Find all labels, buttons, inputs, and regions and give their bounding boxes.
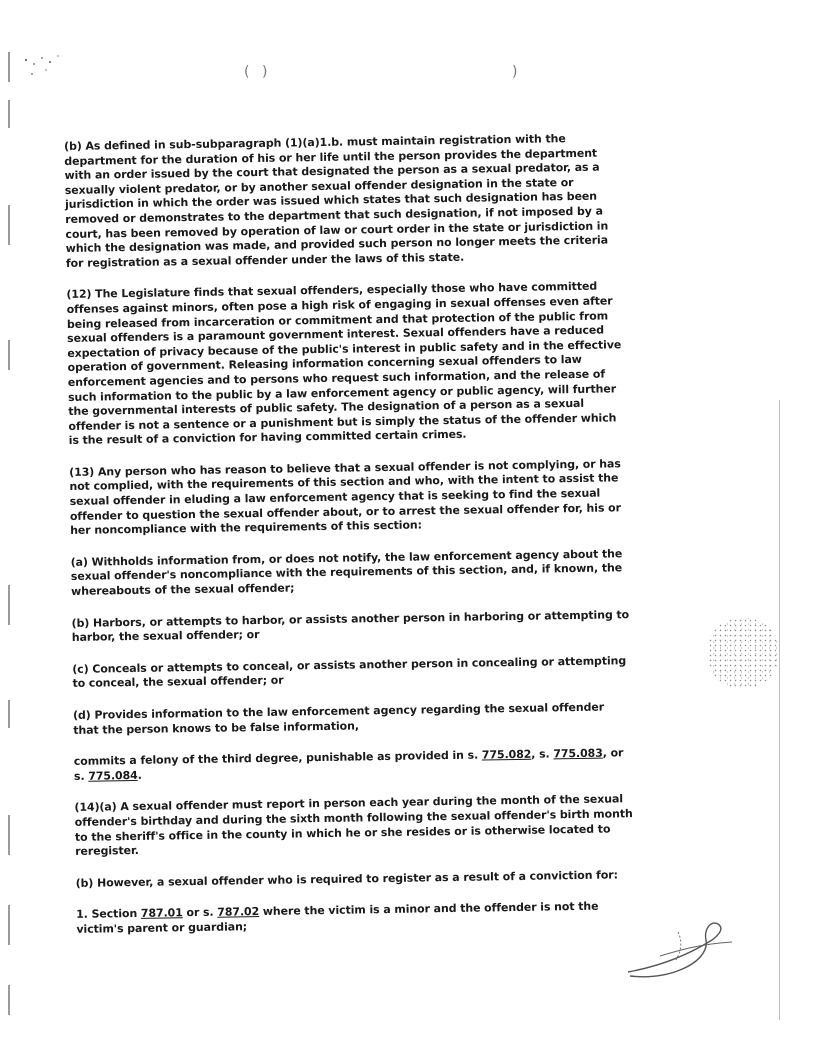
handwritten-mark-icon bbox=[620, 910, 740, 985]
scan-speckle-patch bbox=[708, 618, 778, 688]
statute-link-775-084[interactable]: 775.084 bbox=[88, 768, 138, 783]
paragraph-text: commits a felony of the third degree, punishable as provided in s. bbox=[73, 748, 482, 769]
paragraph-text: (a) Withholds information from, or does not notify, the law enforcement agency about the sexual offender's noncompliance with the requirements of this section, and, if known, the whereabouts of the sexual offender; bbox=[70, 547, 623, 598]
statute-link-787-01[interactable]: 787.01 bbox=[140, 906, 183, 921]
paragraph-text: (b) However, a sexual offender who is required to register as a result of a conviction for: bbox=[75, 868, 618, 890]
scan-mark-left: ( bbox=[244, 64, 250, 80]
paragraph-13-a bbox=[71, 547, 632, 600]
paragraph-text: (14)(a) A sexual offender must report in person each year during the month of the sexual offender's birthday and during the sixth month following the sexual offender's birth month to the sheriff's office in the county in which he or she resides or is otherwise located to reregister. bbox=[74, 792, 633, 859]
paragraph-text: , or s. bbox=[73, 746, 624, 783]
paragraph-b-definition bbox=[64, 131, 626, 271]
left-margin-artifacts bbox=[0, 0, 40, 1056]
paragraph-text: (c) Conceals or attempts to conceal, or assists another person in concealing or attempting to conceal, the sexual offender; or bbox=[72, 654, 627, 691]
right-edge-rule bbox=[779, 400, 780, 1020]
paragraph-text: (12) The Legislature finds that sexual offenders, especially those who have committed offenses against minors, often pose a high risk of engaging in sexual offenses even after being released from incarceration or commitment and that protection of the public from sexual offenders is a paramount government interest. Sexual offenders have a reduced expectation of privacy because of the public's interest in public safety and in the effective operation of government. Releasing information concerning sexual offenders to law enforcement agencies and to persons who request such information, and the release of such information to the public by a law enforcement agency or public agency, will further the governmental interests of public safety. The designation of a person as a sexual offender is not a sentence or a punishment but is simply the status of the offender which is the result of a conviction for having committed certain crimes. bbox=[66, 279, 622, 448]
statute-link-787-02[interactable]: 787.02 bbox=[217, 905, 260, 920]
paragraph-text: or s. bbox=[182, 906, 218, 920]
paragraph-14-a bbox=[74, 792, 635, 859]
paragraph-13 bbox=[69, 457, 630, 539]
paragraph-13-c bbox=[72, 654, 632, 692]
statute-link-775-083[interactable]: 775.083 bbox=[553, 746, 603, 761]
paragraph-13-b bbox=[71, 608, 631, 646]
paragraph-13-d bbox=[73, 700, 633, 738]
paragraph-text: where the victim is a minor and the offender is not the victim's parent or guardian; bbox=[76, 900, 599, 936]
paragraph-text: (b) Harbors, or attempts to harbor, or assists another person in harboring or attempting to harbor, the sexual offender; or bbox=[71, 607, 630, 645]
paragraph-text: , s. bbox=[531, 747, 554, 761]
paragraph-text: (13) Any person who has reason to believe that a sexual offender is not complying, or has not complied, with the requirements of this section and who, with the intent to assist the sexual offender in eluding a law enforcement agency that is seeking to find the sexual offender to question the sexual offender about, or to arrest the sexual offender for, his or her noncompliance with the requirements of this section: bbox=[69, 457, 621, 538]
paragraph-14-b bbox=[76, 868, 636, 891]
paragraph-penalty bbox=[74, 746, 634, 784]
paragraph-text: (d) Provides information to the law enforcement agency regarding the sexual offender that the person knows to be false information, bbox=[72, 700, 605, 737]
paragraph-text: 1. Section bbox=[76, 907, 141, 922]
paragraph-12 bbox=[66, 280, 628, 449]
scan-noise-marks bbox=[20, 50, 80, 90]
scan-mark-right: ) bbox=[262, 64, 268, 80]
paragraph-14-b-1 bbox=[76, 899, 636, 937]
statute-link-775-082[interactable]: 775.082 bbox=[481, 747, 532, 762]
paragraph-text: (b) As defined in sub-subparagraph (1)(a)1.b. must maintain registration with the department for the duration of his or her life until the person provides the department with an order issued by the court that designated the person as a sexual predator, as a sexually violent predator, or by another sexual offender designation in the state or jurisdiction in which the order was issued which states that such designation has been removed or demonstrates to the department that such designation, if not imposed by a court, has been removed by operation of law or court order in the state or jurisdiction in which the designation was made, and provided such person no longer meets the criteria for registration as a sexual offender under the laws of this state. bbox=[64, 132, 609, 270]
statute-text bbox=[64, 131, 637, 954]
paragraph-text: . bbox=[137, 768, 142, 782]
scan-mark-far-right: ) bbox=[512, 64, 518, 80]
